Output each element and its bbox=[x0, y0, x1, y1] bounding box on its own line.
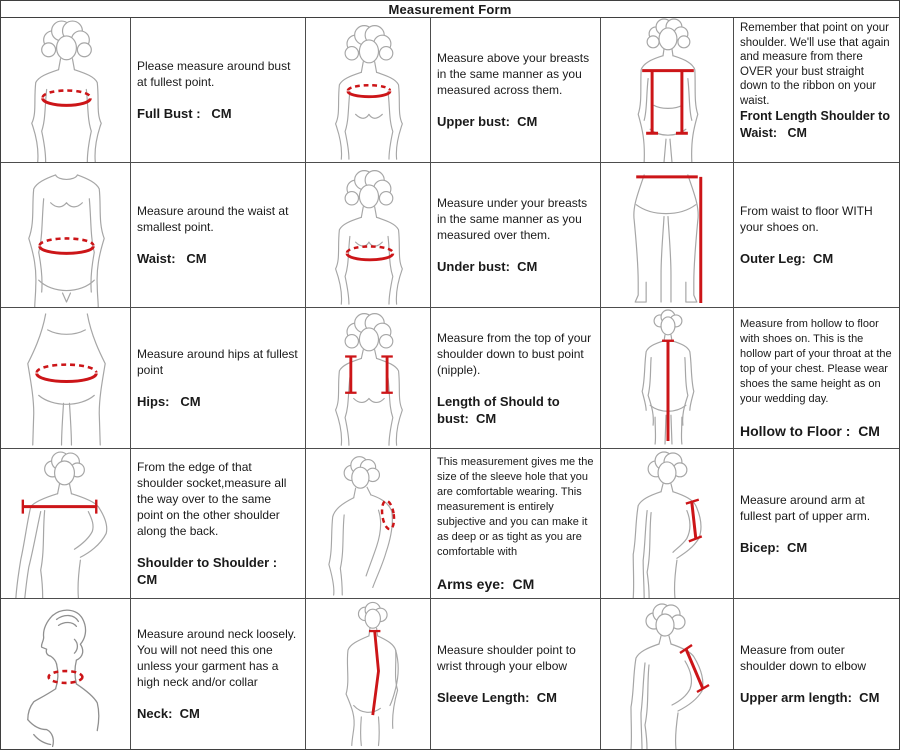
woman-legs-back-illustration bbox=[601, 163, 733, 307]
hips-figure bbox=[1, 308, 131, 449]
woman-arm-akimbo-illustration bbox=[601, 449, 733, 598]
upper-arm-length-figure bbox=[601, 599, 734, 749]
measure-label: Sleeve Length: CM bbox=[437, 690, 557, 705]
under-bust-measure-mark bbox=[347, 246, 393, 259]
sleeve-length-figure bbox=[306, 599, 431, 749]
measure-label: Neck: CM bbox=[137, 706, 200, 721]
measure-description: Measure around arm at fullest part of upper arm. bbox=[740, 492, 871, 523]
woman-torso-front-illustration bbox=[1, 18, 130, 162]
measure-description: From the edge of that shoulder socket,measure all the way over to the same point on the other shoulder along the back. bbox=[137, 460, 287, 538]
body-outline bbox=[32, 21, 101, 162]
bust-measure-mark bbox=[43, 90, 91, 105]
measure-description: Measure around the waist at smallest point. bbox=[137, 204, 289, 234]
upper-bust-figure bbox=[306, 18, 431, 163]
arms-eye-figure bbox=[306, 449, 431, 599]
sleeve-length-cell bbox=[431, 599, 601, 749]
woman-back-full-body-illustration bbox=[601, 18, 733, 162]
measurement-grid bbox=[1, 18, 899, 749]
measure-label: Under bust: CM bbox=[437, 259, 538, 274]
measure-label: Shoulder to Shoulder : CM bbox=[137, 555, 281, 587]
shoulder-to-shoulder-measure-mark bbox=[23, 500, 96, 514]
body-outline bbox=[346, 602, 398, 745]
upper-arm-length-measure-mark bbox=[680, 645, 709, 692]
neck-cell bbox=[131, 599, 306, 749]
front-length-measure-mark bbox=[642, 71, 694, 134]
measure-label: Length of Should to bust: CM bbox=[437, 393, 564, 426]
upper-bust-measure-mark bbox=[348, 85, 390, 96]
upper-arm-length-cell bbox=[734, 599, 899, 749]
measure-label: Bicep: CM bbox=[740, 539, 808, 555]
measure-label: Full Bust : CM bbox=[137, 106, 232, 121]
front-length-shoulder-to-waist-figure bbox=[601, 18, 734, 163]
shoulder-to-bust-figure bbox=[306, 308, 431, 449]
measure-description: Measure from hollow to floor with shoes on. This is the hollow part of your throat at the top of your chest. Please wear shoes the same height as on your wedding day. bbox=[740, 317, 892, 405]
body-outline bbox=[336, 26, 403, 160]
measure-description: Please measure around bust at fullest point. bbox=[137, 59, 291, 89]
hollow-to-floor-figure bbox=[601, 308, 734, 449]
body-outline bbox=[633, 452, 701, 598]
measure-description: This measurement gives me the size of the sleeve hole that you are comfortable wearing. This measurement is entirely subjective and you can make it as deep or as tight as you are comfortable with bbox=[437, 455, 594, 558]
page-title: Measurement Form bbox=[1, 1, 899, 18]
measure-label: Upper arm length: CM bbox=[740, 690, 880, 705]
measure-description: From waist to floor WITH your shoes on. bbox=[740, 204, 873, 234]
front-length-cell bbox=[734, 18, 899, 163]
neck-figure bbox=[1, 599, 131, 749]
bicep-figure bbox=[601, 449, 734, 599]
hips-cell bbox=[131, 308, 306, 449]
body-outline bbox=[28, 314, 105, 445]
under-bust-cell bbox=[431, 163, 601, 308]
measure-description: Measure under your breasts in the same manner as you measured over them. bbox=[437, 196, 588, 242]
shoulder-to-bust-cell bbox=[431, 308, 601, 449]
woman-torso-headless-illustration bbox=[1, 163, 130, 307]
measure-label: Outer Leg: CM bbox=[740, 251, 834, 266]
measure-label: Waist: CM bbox=[137, 251, 207, 266]
body-outline bbox=[16, 452, 107, 598]
under-bust-figure bbox=[306, 163, 431, 308]
woman-hips-illustration bbox=[1, 308, 130, 448]
woman-torso-front-illustration bbox=[306, 163, 430, 307]
shoulder-to-shoulder-figure bbox=[1, 449, 131, 599]
measure-description: Measure shoulder point to wrist through your elbow bbox=[437, 643, 576, 673]
measure-label: Arms eye: CM bbox=[437, 575, 535, 592]
hollow-to-floor-measure-mark bbox=[662, 341, 674, 441]
woman-full-body-illustration bbox=[601, 308, 733, 448]
body-outline bbox=[336, 171, 403, 305]
waist-measure-mark bbox=[40, 238, 94, 253]
woman-profile-neck-illustration bbox=[1, 599, 130, 749]
measure-description: Remember that point on your shoulder. We'll use that again and measure from there OVER your bust straight down to the ribbon on your waist. bbox=[740, 22, 890, 107]
body-outline bbox=[638, 19, 698, 162]
measure-description: Measure around hips at fullest point bbox=[137, 347, 298, 377]
outer-leg-cell bbox=[734, 163, 899, 308]
woman-back-illustration bbox=[306, 599, 430, 749]
body-outline bbox=[336, 314, 403, 446]
body-outline bbox=[634, 175, 698, 302]
woman-back-shoulder-illustration bbox=[306, 449, 430, 598]
measure-label: Front Length Shoulder to Waist: CM bbox=[740, 109, 894, 140]
arms-eye-cell bbox=[431, 449, 601, 599]
sleeve-length-measure-mark bbox=[369, 631, 380, 715]
woman-torso-front-illustration bbox=[306, 308, 430, 448]
measure-label: Upper bust: CM bbox=[437, 114, 538, 129]
shoulder-to-shoulder-cell bbox=[131, 449, 306, 599]
measure-description: Measure from outer shoulder down to elbow bbox=[740, 643, 867, 673]
measure-description: Measure above your breasts in the same manner as you measured across them. bbox=[437, 51, 590, 97]
waist-figure bbox=[1, 163, 131, 308]
body-outline bbox=[631, 604, 703, 749]
body-outline bbox=[28, 610, 99, 746]
waist-cell bbox=[131, 163, 306, 308]
woman-back-arm-akimbo-illustration bbox=[1, 449, 130, 598]
woman-bent-arm-illustration bbox=[601, 599, 733, 749]
hips-measure-mark bbox=[37, 365, 97, 382]
bicep-cell bbox=[734, 449, 899, 599]
full-bust-cell bbox=[131, 18, 306, 163]
upper-bust-cell bbox=[431, 18, 601, 163]
measure-description: Measure from the top of your shoulder down to bust point (nipple). bbox=[437, 330, 592, 377]
neck-measure-mark bbox=[49, 671, 83, 683]
body-outline bbox=[329, 457, 392, 595]
full-bust-figure bbox=[1, 18, 131, 163]
woman-torso-front-illustration bbox=[306, 18, 430, 162]
hollow-to-floor-cell bbox=[734, 308, 899, 449]
body-outline bbox=[29, 175, 104, 307]
measure-label: Hips: CM bbox=[137, 394, 201, 409]
measure-label: Hollow to Floor : CM bbox=[740, 422, 880, 439]
measure-description: Measure around neck loosely. You will not need this one unless your garment has a high neck and/or collar bbox=[137, 627, 297, 689]
outer-leg-figure bbox=[601, 163, 734, 308]
